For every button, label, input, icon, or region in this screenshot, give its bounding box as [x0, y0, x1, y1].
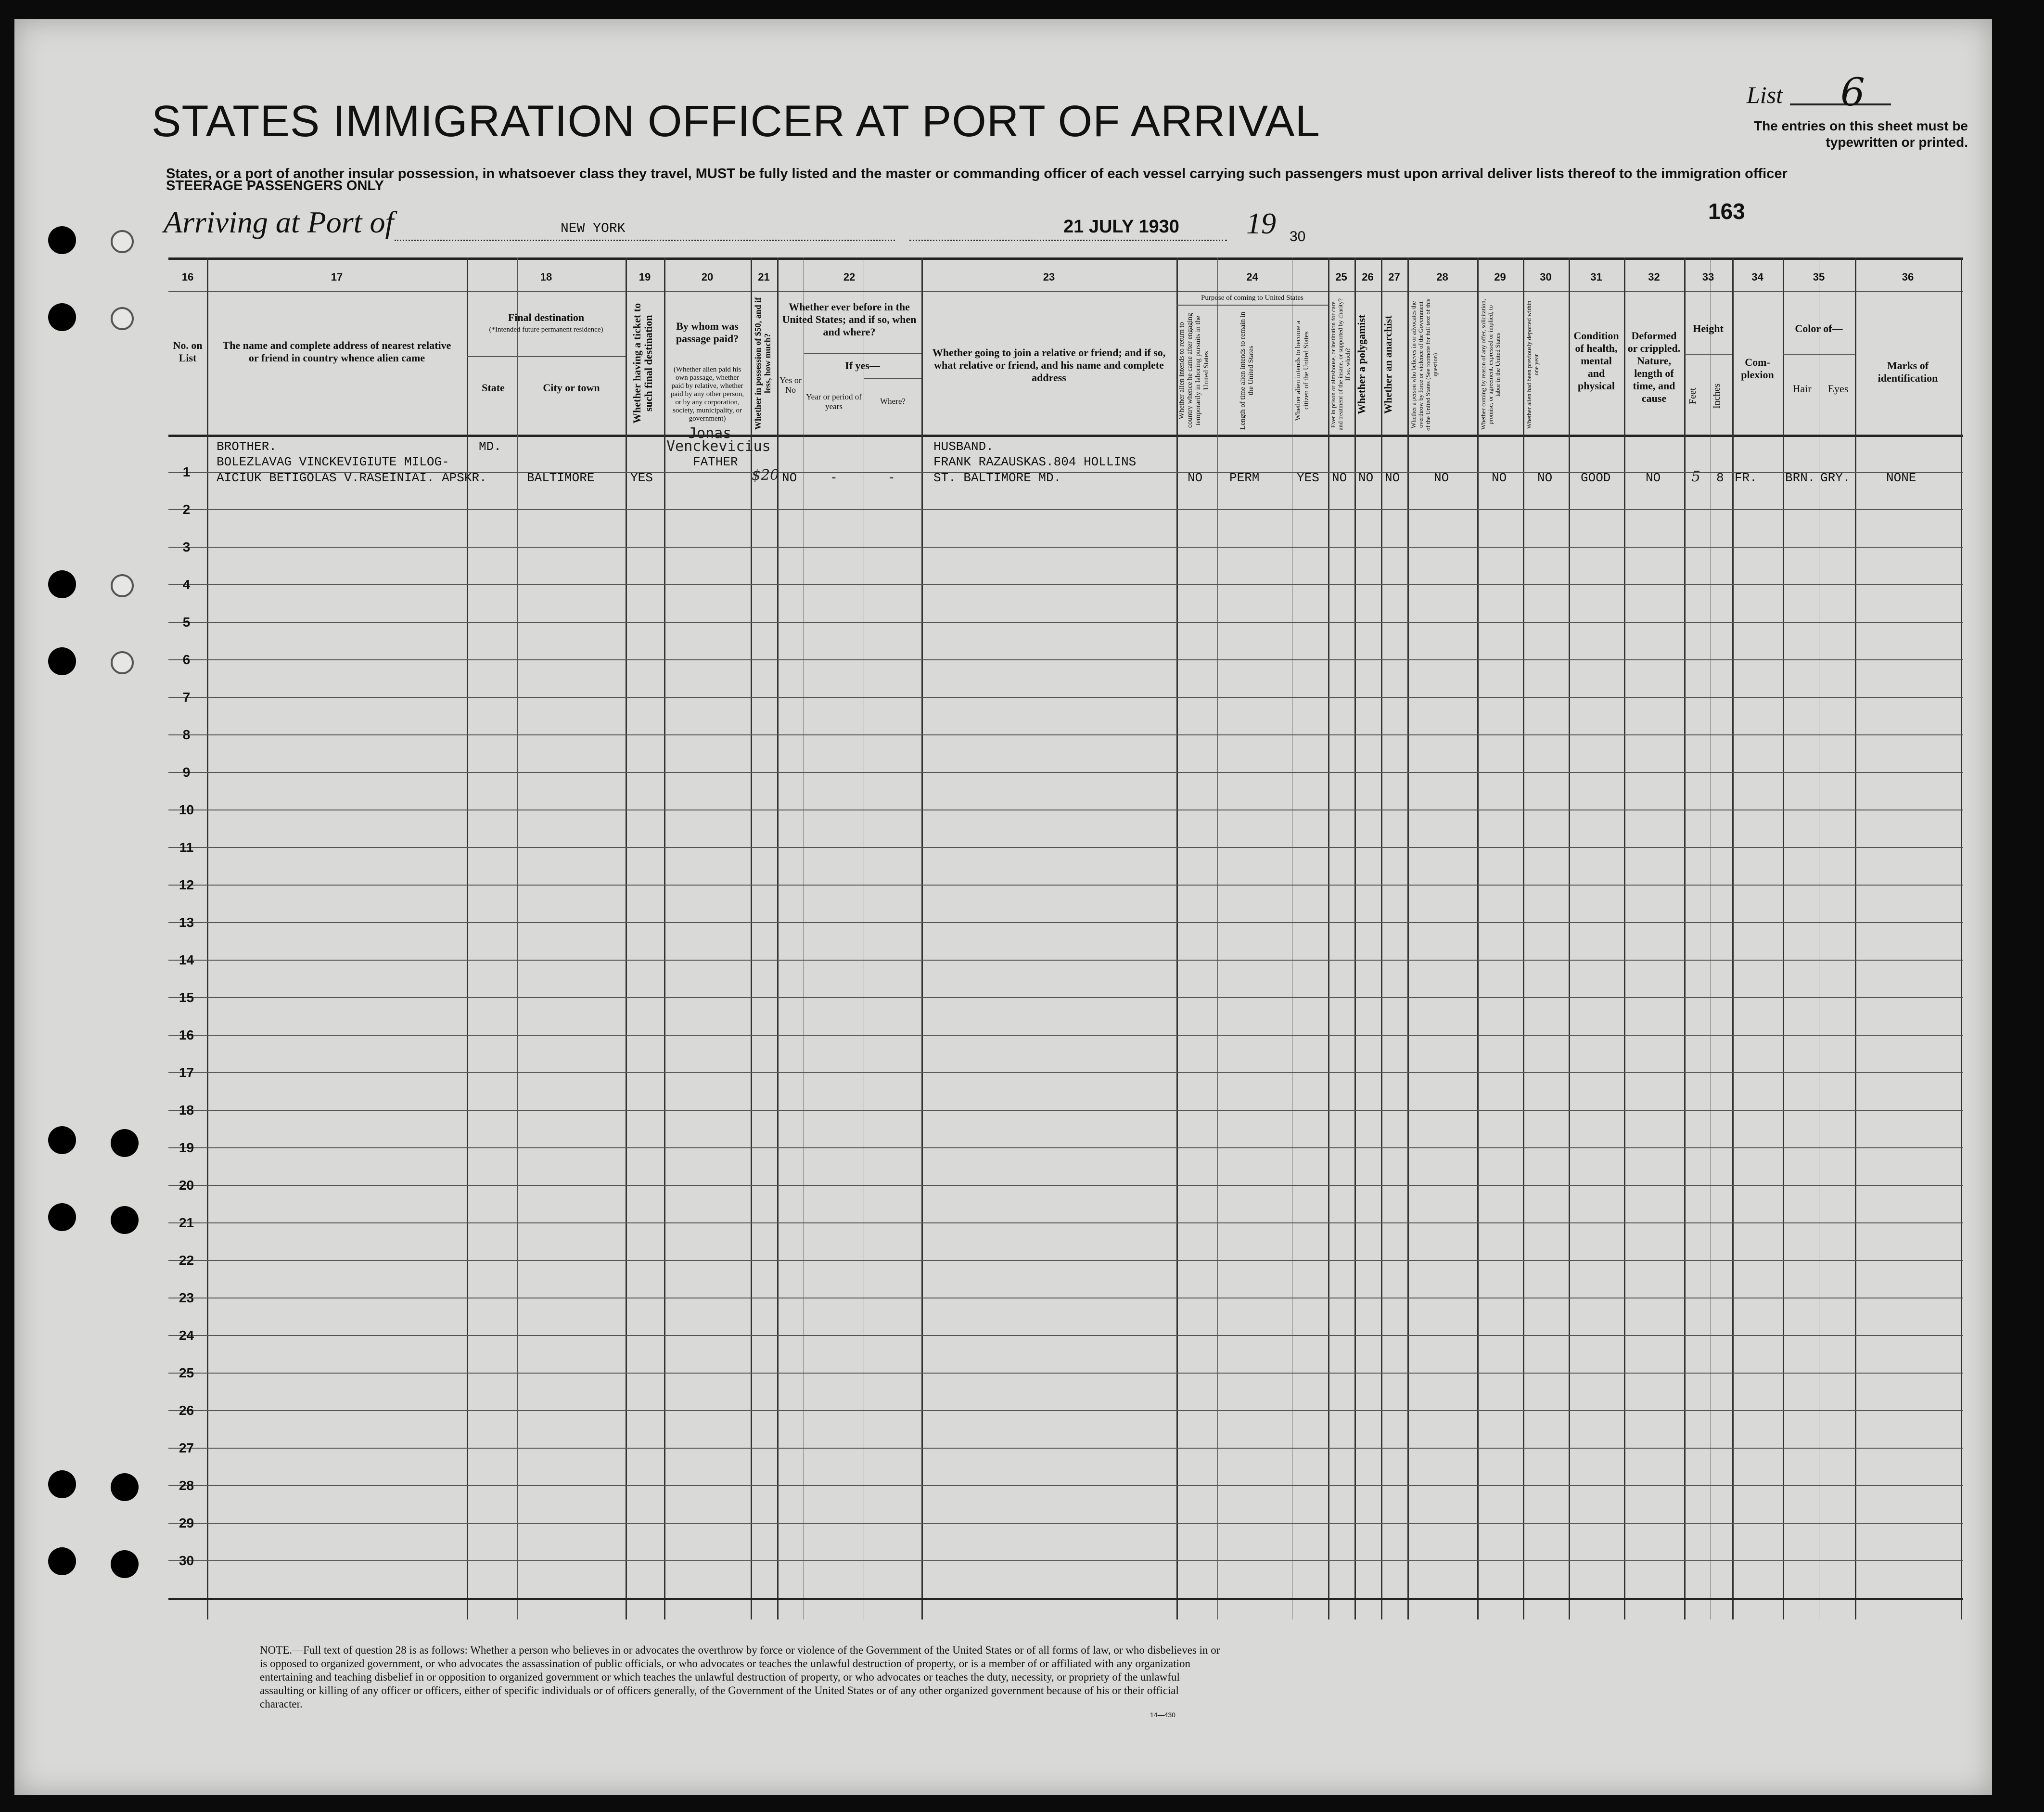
table-bottom-border: [168, 1598, 1963, 1600]
column-divider: [1477, 257, 1479, 1619]
anarchist-value: NO: [1385, 471, 1400, 485]
column-number: 16: [181, 271, 194, 283]
question-29-value: NO: [1492, 471, 1507, 485]
row-rule: [168, 997, 1963, 998]
purpose-citizen-value: YES: [1297, 471, 1319, 485]
column-number: 29: [1494, 271, 1506, 283]
row-number: 25: [179, 1365, 194, 1380]
header-city-or-town: City or town: [543, 382, 600, 394]
row-rule: [168, 1373, 1963, 1374]
port-dotted-line: [395, 240, 895, 241]
row-number: 7: [182, 690, 191, 705]
row-number: 30: [179, 1553, 194, 1568]
row-rule: [168, 1560, 1963, 1561]
row-number: 10: [179, 802, 194, 817]
column-divider: [664, 257, 665, 1619]
join-relationship: HUSBAND.: [933, 439, 994, 454]
column-divider: [626, 257, 627, 1619]
column-number: 22: [843, 271, 856, 283]
subheader-rule: [1684, 354, 1732, 355]
column-divider: [1732, 257, 1734, 1619]
instructions-line: States, or a port of another insular possession, in whatsoever class they travel, MUST be fully listed and the master or commanding officer of each vessel carrying such passengers must upon arrival deliver lists thereof to the immigration officer: [166, 166, 1788, 181]
row-rule: [168, 1448, 1963, 1449]
row-number: 8: [182, 727, 191, 742]
row-rule: [168, 509, 1963, 510]
column-divider: [1624, 257, 1625, 1619]
subheader-rule: [1176, 305, 1328, 306]
ticket-value: YES: [630, 471, 653, 485]
join-city: ST. BALTIMORE MD.: [933, 471, 1061, 485]
row-number: 29: [179, 1516, 194, 1530]
steerage-label: STEERAGE PASSENGERS ONLY: [166, 178, 384, 193]
row-rule: [168, 584, 1963, 585]
punch-hole: [111, 574, 134, 597]
row-number: 26: [179, 1403, 194, 1418]
row-number: 22: [179, 1253, 194, 1268]
column-divider: [467, 257, 468, 1619]
row-number: 28: [179, 1478, 194, 1493]
form-title: STATES IMMIGRATION OFFICER AT PORT OF ARRIVAL: [152, 97, 1320, 146]
row-number: 20: [179, 1178, 194, 1193]
row-rule: [168, 847, 1963, 848]
header-polygamist: Whether a polygamist: [1355, 314, 1367, 415]
row-rule: [168, 1072, 1963, 1073]
header-purpose: Purpose of coming to United States: [1201, 294, 1303, 302]
subheader-rule: [1783, 354, 1855, 355]
list-label: List: [1747, 81, 1783, 108]
hair-value: BRN.: [1785, 471, 1815, 485]
punch-hole: [111, 230, 134, 253]
column-divider: [1855, 257, 1856, 1619]
header-purpose-return: Whether alien intends to return to country whence he came after engaging temporarily in laboring pursuits in the United States: [1178, 313, 1210, 428]
footnote-question-28: NOTE.—Full text of question 28 is as follows: Whether a person who believes in or advocates the overthrow by force or violence of the Government of the United States or of all forms of law, or who disbelieves in or is opposed to organized government, or who advocates the assassination of public officials, or who advocates or teaches the unlawful destruction of property, or is a member of or affiliated with any organization entertaining and teaching disbelief in or opposition to organized government or which teaches the unlawful destruction of property, or who advocates or teaches the duty, necessity, or propriety of the unlawful assaulting or killing of any officer or officers, either of specific individuals or of officers generally, of the Government of the United States or of any other organized government because of his or their official character.: [260, 1644, 1220, 1710]
relative-address: AICIUK BETIGOLAS V.RASEINIAI. APSKR.: [217, 471, 487, 485]
column-number: 19: [639, 271, 651, 283]
column-divider: [1354, 257, 1356, 1619]
relative-relationship: BROTHER.: [217, 439, 277, 454]
row-number: 23: [179, 1290, 194, 1305]
column-divider: [1961, 257, 1962, 1619]
passage-payer-surname: Venckevicius: [666, 438, 771, 455]
punch-hole: [111, 1473, 139, 1501]
header-bottom-border: [168, 435, 1963, 437]
punch-hole: [48, 226, 76, 254]
where-value: -: [888, 471, 895, 485]
column-divider: [1569, 257, 1570, 1619]
column-number: 18: [540, 271, 552, 283]
subheader-rule: [467, 356, 626, 357]
column-divider: [1783, 257, 1784, 1619]
row-number: 24: [179, 1328, 194, 1343]
relative-name: BOLEZLAVAG VINCKEVIGIUTE MILOG-: [217, 455, 449, 469]
table-top-border: [168, 257, 1963, 260]
header-deformed: Deformed or crippled. Nature, length of time, and cause: [1627, 330, 1681, 404]
purpose-length-value: PERM: [1229, 471, 1260, 485]
punch-hole: [48, 303, 76, 331]
row-number: 27: [179, 1440, 194, 1455]
ever-before-value: NO: [782, 471, 797, 485]
subheader-rule: [804, 353, 921, 354]
column-divider: [207, 257, 208, 1619]
year-period-value: -: [830, 471, 838, 485]
header-complexion: Com-plexion: [1741, 356, 1774, 381]
header-where: Where?: [880, 397, 906, 406]
health-value: GOOD: [1581, 471, 1611, 485]
row-rule: [168, 1410, 1963, 1411]
header-year-or-period: Year or period of years: [806, 392, 862, 411]
column-number: 20: [701, 271, 714, 283]
header-health: Condition of health, mental and physical: [1573, 330, 1619, 392]
column-number-divider: [168, 291, 1963, 292]
column-number: 21: [758, 271, 770, 283]
header-anarchist: Whether an anarchist: [1382, 315, 1394, 414]
purpose-return-value: NO: [1188, 471, 1203, 485]
header-nearest-relative: The name and complete address of nearest relative or friend in country whence alien came: [222, 339, 451, 364]
column-number: 31: [1590, 271, 1602, 283]
column-divider: [1523, 257, 1524, 1619]
column-number: 17: [331, 271, 343, 283]
row-number: 15: [179, 990, 194, 1005]
header-passage-paid: By whom was passage paid?: [676, 320, 739, 345]
row-number: 11: [179, 840, 194, 855]
column-divider: [921, 257, 923, 1619]
header-possession-50: Whether in possession of $50, and if less, how much?: [753, 297, 772, 430]
header-passage-paid-note: (Whether alien paid his own passage, whether paid by relative, whether paid by any other person, or by any corporation, society, municipality, or government): [670, 366, 744, 423]
year-value: 30: [1290, 229, 1306, 244]
height-inches-value: 8: [1716, 471, 1724, 485]
row-rule: [168, 772, 1963, 773]
list-number: 6: [1840, 70, 1865, 115]
row-rule: [168, 1523, 1963, 1524]
column-divider: [517, 257, 518, 1619]
column-divider: [751, 257, 752, 1619]
punch-hole: [48, 1126, 76, 1154]
header-join-relative: Whether going to join a relative or friend; and if so, what relative or friend, and his name and complete address: [932, 347, 1166, 384]
sheet-number: 163: [1708, 199, 1745, 224]
polygamist-value: NO: [1358, 471, 1374, 485]
column-number: 35: [1813, 271, 1825, 283]
row-rule: [168, 1185, 1963, 1186]
entries-note: The entries on this sheet must be typewritten or printed.: [1754, 118, 1968, 150]
row-number: 18: [179, 1103, 194, 1118]
question-28-value: NO: [1434, 471, 1449, 485]
prison-value: NO: [1332, 471, 1347, 485]
manifest-table: [168, 257, 1963, 1619]
header-ever-before: Whether ever before in the United States; and if so, when and where?: [782, 301, 917, 338]
money-amount: $20: [752, 467, 779, 484]
header-final-destination-note: (*Intended future permanent residence): [489, 326, 603, 334]
column-divider: [1176, 257, 1178, 1619]
column-number: 28: [1436, 271, 1448, 283]
column-number: 27: [1388, 271, 1400, 283]
year-label: 19: [1246, 207, 1276, 240]
row-rule: [168, 622, 1963, 623]
marks-value: NONE: [1886, 471, 1916, 485]
punch-hole: [111, 307, 134, 330]
header-purpose-citizen: Whether alien intends to become a citizen of the United States: [1294, 321, 1310, 421]
row-rule: [168, 1222, 1963, 1223]
passage-paid-by: FATHER: [693, 455, 738, 469]
punch-hole: [111, 651, 134, 674]
question-30-value: NO: [1537, 471, 1553, 485]
row-rule: [168, 1260, 1963, 1261]
header-feet: Feet: [1687, 387, 1698, 404]
column-divider: [777, 257, 779, 1619]
column-number: 25: [1335, 271, 1347, 283]
punch-hole: [111, 1206, 139, 1234]
row-number: 3: [182, 540, 191, 554]
row-rule: [168, 1485, 1963, 1486]
row-rule: [168, 960, 1963, 961]
punch-hole: [48, 1470, 76, 1498]
header-color-of: Color of—: [1795, 322, 1843, 334]
row-number: 1: [182, 464, 191, 479]
column-divider: [1381, 257, 1382, 1619]
row-rule: [168, 885, 1963, 886]
column-divider: [1684, 257, 1686, 1619]
header-eyes: Eyes: [1827, 383, 1849, 395]
header-final-destination: Final destination: [508, 311, 585, 323]
header-no-on-list: No. on List: [173, 339, 203, 364]
destination-city: BALTIMORE: [527, 471, 595, 485]
header-marks: Marks of identification: [1878, 360, 1938, 384]
header-purpose-length: Length of time alien intends to remain in the United States: [1239, 311, 1255, 430]
column-number: 23: [1043, 271, 1055, 283]
eyes-value: GRY.: [1820, 471, 1851, 485]
row-number: 4: [182, 577, 191, 592]
column-number: 36: [1902, 271, 1914, 283]
header-question-28: Whether a person who believes in or advocates the overthrow by force or violence of the Government of the United States (See footnote for full text of this question): [1410, 298, 1439, 431]
row-rule: [168, 659, 1963, 660]
row-number: 13: [179, 915, 194, 930]
row-rule: [168, 1110, 1963, 1111]
punch-hole: [48, 1203, 76, 1231]
row-number: 14: [179, 952, 194, 967]
row-rule: [168, 1035, 1963, 1036]
passage-payer-first-name: Jonas: [688, 425, 732, 442]
join-name-address: FRANK RAZAUSKAS.804 HOLLINS: [933, 455, 1137, 469]
arriving-label: Arriving at Port of: [164, 205, 394, 239]
subheader-rule: [864, 378, 921, 379]
column-number: 24: [1246, 271, 1258, 283]
column-divider: [1407, 257, 1409, 1619]
row-rule: [168, 922, 1963, 923]
punch-hole: [111, 1129, 139, 1157]
punch-hole: [48, 647, 76, 675]
header-inches: Inches: [1712, 383, 1722, 409]
row-rule: [168, 734, 1963, 735]
header-question-29: Whether coming by reason of any offer, solicitation, promise, or agreement, expressed or implied, to labor in the United States: [1480, 299, 1501, 430]
header-ticket: Whether having a ticket to such final destination: [631, 303, 654, 424]
header-if-yes: If yes—: [845, 360, 880, 372]
column-number: 32: [1648, 271, 1660, 283]
row-number: 5: [182, 615, 191, 630]
column-number: 34: [1751, 271, 1763, 283]
arrival-date-stamp: 21 JULY 1930: [1063, 217, 1179, 237]
manifest-sheet: [14, 19, 1992, 1795]
row-rule: [168, 697, 1963, 698]
row-number: 17: [179, 1065, 194, 1080]
header-prison: Ever in prison or almshouse, or institution for care and treatment of the insane, or supported by charity? If so, which?: [1329, 298, 1351, 431]
punch-hole: [111, 1550, 139, 1578]
row-number: 16: [179, 1028, 194, 1042]
column-number: 26: [1362, 271, 1374, 283]
complexion-value: FR.: [1735, 471, 1757, 485]
row-number: 19: [179, 1140, 194, 1155]
row-rule: [168, 1335, 1963, 1336]
row-number: 21: [179, 1215, 194, 1230]
punch-hole: [48, 570, 76, 598]
form-code: 14—430: [1150, 1711, 1175, 1719]
row-number: 9: [182, 765, 191, 780]
port-value: NEW YORK: [561, 221, 626, 236]
header-height: Height: [1693, 322, 1724, 334]
row-rule: [168, 547, 1963, 548]
column-divider: [1217, 257, 1218, 1619]
header-state: State: [482, 382, 505, 394]
punch-hole: [48, 1547, 76, 1575]
row-number: 12: [179, 877, 194, 892]
row-number: 6: [182, 652, 191, 667]
column-divider: [1328, 257, 1329, 1619]
column-number: 30: [1540, 271, 1552, 283]
column-number: 33: [1702, 271, 1714, 283]
header-hair: Hair: [1792, 383, 1812, 395]
row-number: 2: [182, 502, 191, 517]
height-feet-value: 5: [1691, 468, 1701, 485]
date-dotted-line: [909, 240, 1227, 241]
header-yes-or-no: Yes or No: [779, 375, 802, 395]
deformed-value: NO: [1646, 471, 1661, 485]
header-question-30: Whether alien had been previously deported within one year: [1525, 300, 1540, 429]
row-rule: [168, 1147, 1963, 1148]
destination-state: MD.: [479, 439, 501, 454]
